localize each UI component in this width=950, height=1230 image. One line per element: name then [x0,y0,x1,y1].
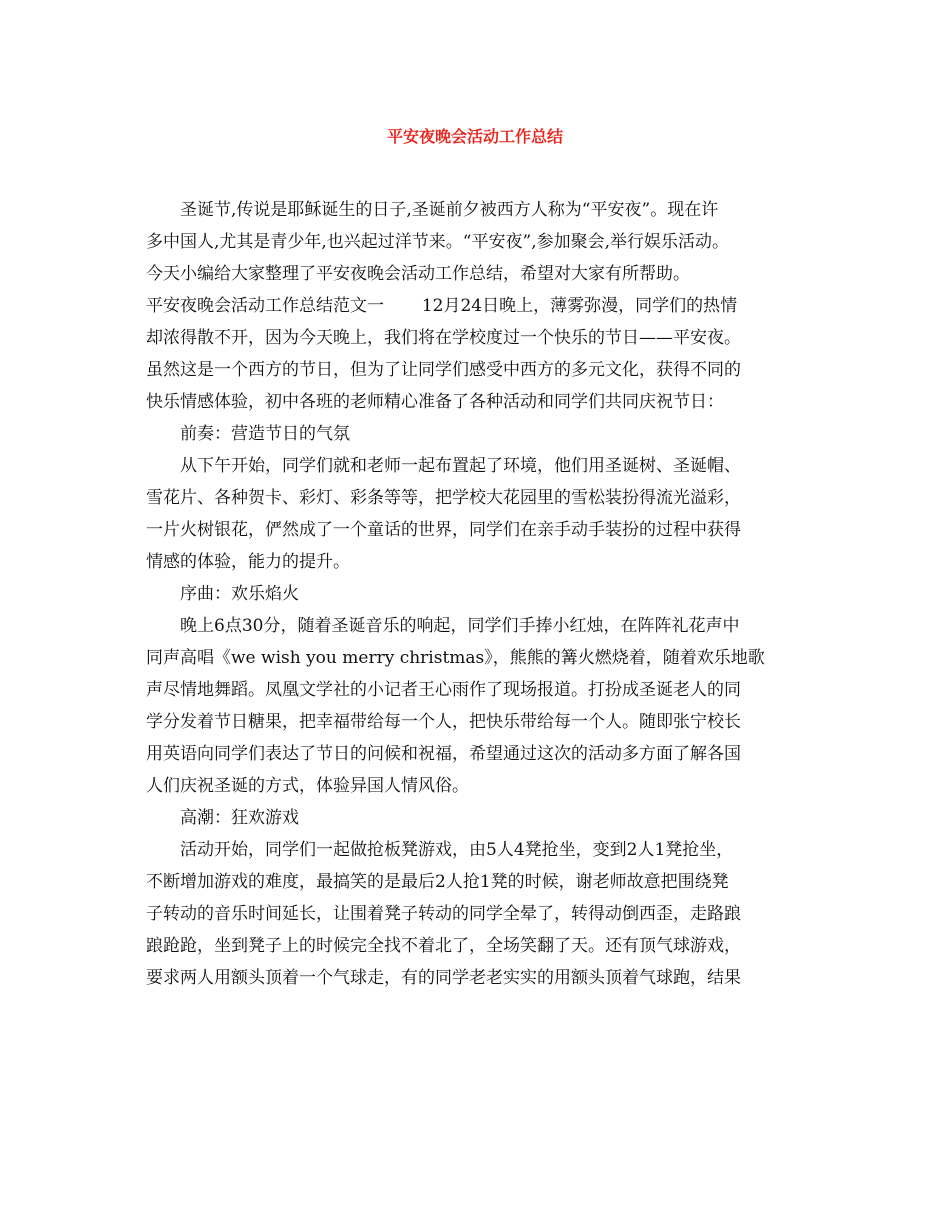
paragraph-line: 情感的体验，能力的提升。 [146,552,350,572]
paragraph-line: 一片火树银花，俨然成了一个童话的世界，同学们在亲手动手装扮的过程中获得 [146,520,741,540]
paragraph-line: 平安夜晚会活动工作总结范文一 12月24日晚上，薄雾弥漫，同学们的热情 [146,296,738,316]
paragraph-line: 同声高唱《we wish you merry christmas》，熊熊的篝火燃烧着，随着欢乐地歌 [146,648,765,668]
paragraph-line: 子转动的音乐时间延长，让围着凳子转动的同学全晕了，转得动倒西歪，走路踉 [146,904,741,924]
paragraph-line: 晚上6点30分，随着圣诞音乐的响起，同学们手捧小红烛，在阵阵礼花声中 [180,616,740,636]
document-body [146,194,826,994]
document-title: 平安夜晚会活动工作总结 [386,127,563,146]
paragraph-line: 快乐情感体验，初中各班的老师精心准备了各种活动和同学们共同庆祝节日： [146,392,724,412]
paragraph-line: 踉跄跄，坐到凳子上的时候完全找不着北了，全场笑翻了天。还有顶气球游戏， [146,936,741,956]
paragraph-line: 高潮：狂欢游戏 [180,808,299,828]
paragraph-line: 从下午开始，同学们就和老师一起布置起了环境，他们用圣诞树、圣诞帽、 [180,456,741,476]
paragraph-line: 圣诞节,传说是耶稣诞生的日子,圣诞前夕被西方人称为“平安夜”。现在许 [180,200,719,220]
paragraph-line: 用英语向同学们表达了节日的问候和祝福，希望通过这次的活动多方面了解各国 [146,744,741,764]
paragraph-line: 多中国人,尤其是青少年,也兴起过洋节来。“平安夜”,参加聚会,举行娱乐活动。 [146,232,729,252]
paragraph-line: 活动开始，同学们一起做抢板凳游戏，由5人4凳抢坐，变到2人1凳抢坐， [180,840,734,860]
paragraph-line: 今天小编给大家整理了平安夜晚会活动工作总结，希望对大家有所帮助。 [146,264,690,284]
paragraph-line: 序曲：欢乐焰火 [180,584,299,604]
paragraph-line: 前奏：营造节日的气氛 [180,424,350,444]
paragraph-line: 虽然这是一个西方的节日，但为了让同学们感受中西方的多元文化，获得不同的 [146,360,741,380]
paragraph-line: 雪花片、各种贺卡、彩灯、彩条等等，把学校大花园里的雪松装扮得流光溢彩， [146,488,741,508]
paragraph-line: 要求两人用额头顶着一个气球走，有的同学老老实实的用额头顶着气球跑，结果 [146,968,741,988]
paragraph-line: 却浓得散不开，因为今天晚上，我们将在学校度过一个快乐的节日——平安夜。 [146,328,741,348]
paragraph-line: 学分发着节日糖果，把幸福带给每一个人，把快乐带给每一个人。随即张宁校长 [146,712,741,732]
paragraph-line: 声尽情地舞蹈。凤凰文学社的小记者王心雨作了现场报道。打扮成圣诞老人的同 [146,680,741,700]
paragraph-line: 不断增加游戏的难度，最搞笑的是最后2人抢1凳的时候，谢老师故意把围绕凳 [146,872,729,892]
paragraph-line: 人们庆祝圣诞的方式，体验异国人情风俗。 [146,776,469,796]
